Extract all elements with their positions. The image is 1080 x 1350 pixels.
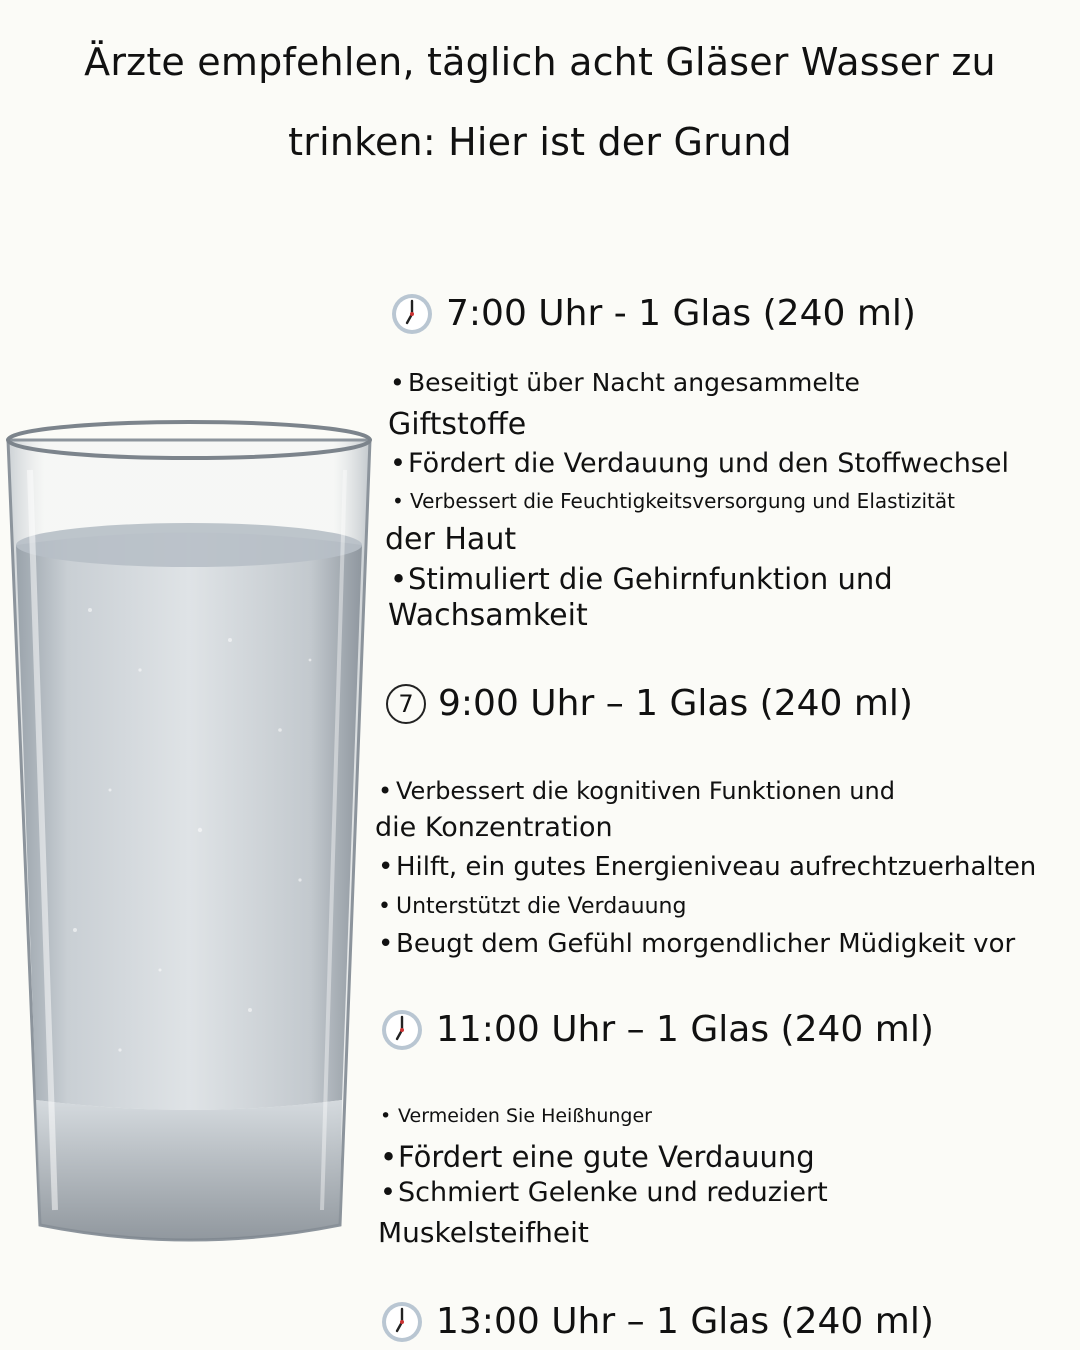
list-item: der Haut (385, 522, 517, 557)
heading-text: 9:00 Uhr – 1 Glas (240 ml) (438, 683, 913, 724)
list-item: • Verbessert die kognitiven Funktionen und (378, 777, 895, 805)
list-item: • Vermeiden Sie Heißhunger (380, 1105, 652, 1127)
list-item: Wachsamkeit (388, 598, 588, 633)
section-heading-9am (386, 682, 913, 726)
list-item: die Konzentration (375, 812, 613, 843)
list-item: •Schmiert Gelenke und reduziert (380, 1177, 828, 1208)
heading-text: 11:00 Uhr – 1 Glas (240 ml) (436, 1009, 934, 1050)
clock-icon (380, 1008, 424, 1052)
list-item: Giftstoffe (388, 407, 527, 442)
list-item: •Stimuliert die Gehirnfunktion und (390, 562, 893, 596)
section-heading-7am (390, 292, 916, 336)
heading-text: 13:00 Uhr – 1 Glas (240 ml) (436, 1301, 934, 1342)
circled-seven-icon: 7 (386, 684, 426, 724)
heading-text: 7:00 Uhr - 1 Glas (240 ml) (446, 293, 916, 334)
list-item: • Verbessert die Feuchtigkeitsversorgung und Elastizität (392, 489, 955, 513)
section-heading-1pm (380, 1300, 934, 1344)
list-item: • Unterstützt die Verdauung (378, 894, 687, 919)
list-item: Muskelsteifheit (378, 1216, 589, 1249)
title-line-2: trinken: Hier ist der Grund (288, 120, 792, 164)
section-heading-11am (380, 1008, 934, 1052)
list-item: • Hilft, ein gutes Energieniveau aufrechtzuerhalten (378, 852, 1037, 882)
list-item: • Beseitigt über Nacht angesammelte (390, 368, 860, 397)
title-line-1: Ärzte empfehlen, täglich acht Gläser Wasser zu (84, 40, 996, 84)
list-item: •Fördert eine gute Verdauung (380, 1140, 815, 1174)
list-item: •Fördert die Verdauung und den Stoffwechsel (390, 448, 1009, 479)
clock-icon (380, 1300, 424, 1344)
clock-icon (390, 292, 434, 336)
list-item: • Beugt dem Gefühl morgendlicher Müdigkeit vor (378, 929, 1016, 959)
